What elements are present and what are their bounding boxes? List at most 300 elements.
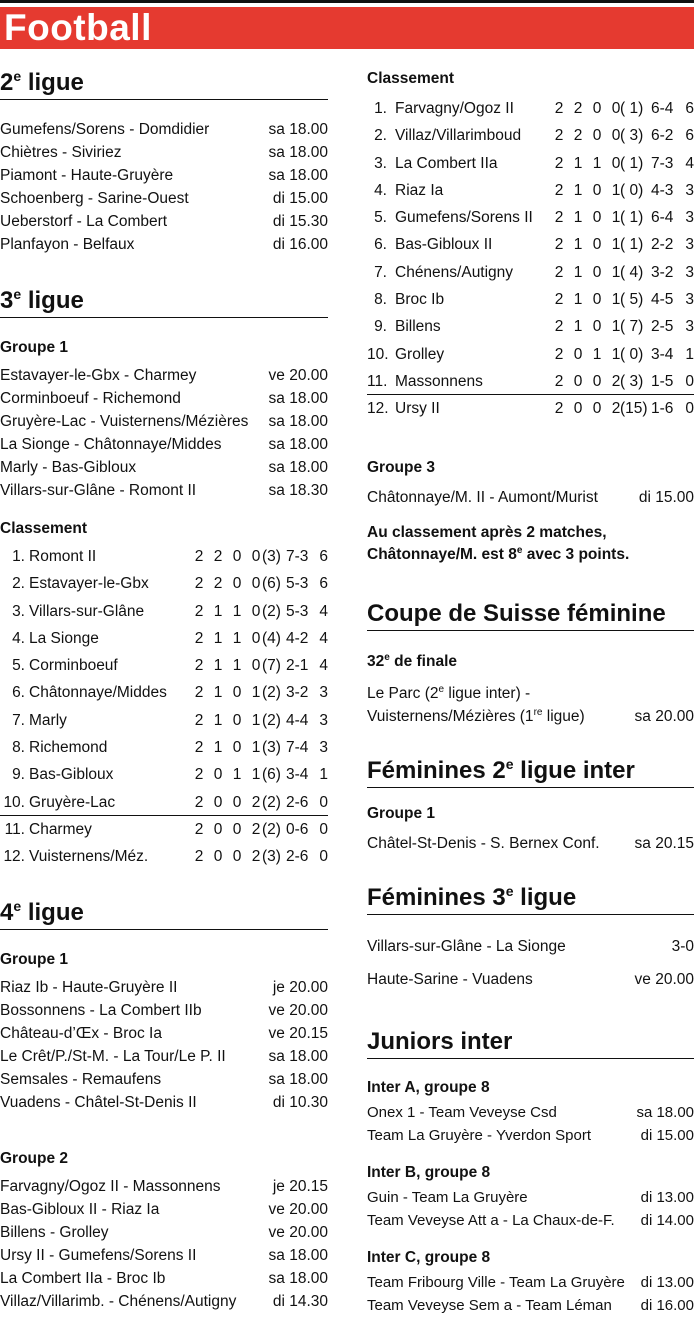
wins: 1 xyxy=(213,711,223,729)
standings-row xyxy=(0,679,328,706)
penalty-points: ( 3) xyxy=(620,372,644,390)
game-row xyxy=(0,210,328,233)
played: 2 xyxy=(194,711,204,729)
played: 2 xyxy=(554,236,564,254)
draws: 1 xyxy=(592,154,602,172)
game-time: di 14.30 xyxy=(272,1293,328,1310)
game-row xyxy=(367,1124,694,1147)
points: 4 xyxy=(319,657,328,675)
penalty-points: (2) xyxy=(262,820,281,838)
points: 4 xyxy=(319,602,328,620)
penalty-points: ( 4) xyxy=(620,263,644,281)
goals: 7-3 xyxy=(651,154,674,172)
game-time: sa 18.00 xyxy=(268,436,328,453)
game-time: sa 18.00 xyxy=(268,1071,328,1088)
game-time: di 10.30 xyxy=(272,1094,328,1111)
wins: 0 xyxy=(213,848,223,866)
played: 2 xyxy=(194,848,204,866)
draws: 0 xyxy=(232,848,242,866)
game-time: sa 18.00 xyxy=(268,1048,328,1065)
game-row xyxy=(367,963,694,996)
standings-row xyxy=(367,368,694,395)
group-label: Groupe 2 xyxy=(0,1150,69,1167)
games-list-juniors xyxy=(367,1186,694,1232)
points: 0 xyxy=(685,400,694,418)
games-list-feminines-3e xyxy=(367,930,694,996)
played: 2 xyxy=(554,400,564,418)
game-time: 3-0 xyxy=(671,938,694,955)
section-title: Coupe de Suisse féminine xyxy=(367,600,666,627)
game-teams: Le Crêt/P./St-M. - La Tour/Le P. II xyxy=(0,1048,226,1065)
group-label: Inter C, groupe 8 xyxy=(367,1249,491,1266)
goals: 4-4 xyxy=(286,711,309,729)
played: 2 xyxy=(554,154,564,172)
rank: 4. xyxy=(12,629,25,647)
standings-row xyxy=(0,761,328,788)
penalty-points: ( 0) xyxy=(620,345,644,363)
team-name: Bas-Gibloux II xyxy=(395,236,493,254)
team-name: La Sionge xyxy=(29,629,99,647)
game-row xyxy=(0,999,328,1022)
rank: 7. xyxy=(12,711,25,729)
section-header-3e-ligue xyxy=(0,286,328,318)
team-name: Corminboeuf xyxy=(29,657,118,675)
losses: 2 xyxy=(251,820,261,838)
goals: 2-5 xyxy=(651,318,674,336)
game-time: ve 20.00 xyxy=(268,1201,328,1218)
wins: 1 xyxy=(573,263,583,281)
draws: 0 xyxy=(592,100,602,117)
goals: 2-2 xyxy=(651,236,674,254)
penalty-points: (4) xyxy=(262,629,281,647)
played: 2 xyxy=(554,181,564,199)
team-name: Farvagny/Ogoz II xyxy=(395,100,514,117)
game-row xyxy=(0,1198,328,1221)
losses: 0 xyxy=(251,548,261,565)
games-list-4e-ligue-g3 xyxy=(367,486,694,509)
points: 3 xyxy=(319,711,328,729)
game-time: di 14.00 xyxy=(640,1212,694,1229)
standings-note: Au classement après 2 matches, Châtonnaye/M. est 8e avec 3 points. xyxy=(367,524,630,563)
game-teams: Ursy II - Gumefens/Sorens II xyxy=(0,1247,197,1264)
game-time: sa 18.00 xyxy=(268,167,328,184)
game-time: di 16.00 xyxy=(272,236,328,253)
penalty-points: ( 5) xyxy=(620,291,644,309)
played: 2 xyxy=(194,602,204,620)
game-teams: Chiètres - Siviriez xyxy=(0,144,122,161)
goals: 3-4 xyxy=(286,766,309,784)
game-teams: Château-d’Œx - Broc Ia xyxy=(0,1025,162,1042)
group-label: Groupe 1 xyxy=(0,951,69,968)
points: 3 xyxy=(685,236,694,254)
game-time: sa 18.00 xyxy=(268,413,328,430)
section-header-2e-ligue xyxy=(0,68,328,100)
wins: 1 xyxy=(213,657,223,675)
section-banner xyxy=(0,7,694,49)
wins: 1 xyxy=(573,291,583,309)
draws: 0 xyxy=(592,127,602,145)
team-name: Romont II xyxy=(29,548,97,565)
rank: 9. xyxy=(12,766,25,784)
losses: 2 xyxy=(611,372,621,390)
rank: 11. xyxy=(367,372,388,390)
standings-row xyxy=(367,313,694,340)
rank: 8. xyxy=(12,739,25,757)
rank: 5. xyxy=(374,209,387,227)
played: 2 xyxy=(194,820,204,838)
team-name: La Combert IIa xyxy=(395,154,498,172)
losses: 1 xyxy=(251,684,261,702)
game-row xyxy=(0,164,328,187)
section-header-feminines-2e-ligue-inter xyxy=(367,756,694,788)
game-time: sa 18.00 xyxy=(268,144,328,161)
wins: 1 xyxy=(573,154,583,172)
goals: 7-4 xyxy=(286,739,309,757)
wins: 0 xyxy=(573,372,583,390)
points: 3 xyxy=(319,739,328,757)
game-time: je 20.00 xyxy=(272,979,328,996)
team-name: Villars-sur-Glâne xyxy=(29,602,145,620)
team-name: Châtonnaye/Middes xyxy=(29,684,167,702)
standings-row xyxy=(0,843,328,870)
goals: 7-3 xyxy=(286,548,309,565)
team-name: Estavayer-le-Gbx xyxy=(29,575,149,593)
played: 2 xyxy=(554,291,564,309)
section-title: Féminines 3e ligue xyxy=(367,883,577,911)
team-name: Chénens/Autigny xyxy=(395,263,514,281)
game-time: di 13.00 xyxy=(640,1274,694,1291)
standings-row xyxy=(367,177,694,204)
draws: 0 xyxy=(232,575,242,593)
draws: 0 xyxy=(232,739,242,757)
played: 2 xyxy=(554,100,564,117)
penalty-points: (2) xyxy=(262,602,281,620)
standings-row xyxy=(367,150,694,177)
standings-row xyxy=(0,570,328,597)
goals: 5-3 xyxy=(286,602,309,620)
penalty-points: (3) xyxy=(262,548,281,565)
wins: 1 xyxy=(213,629,223,647)
losses: 0 xyxy=(611,100,621,117)
game-time: di 15.00 xyxy=(272,190,328,207)
game-teams: Villaz/Villarimb. - Chénens/Autigny xyxy=(0,1293,237,1310)
wins: 0 xyxy=(213,820,223,838)
draws: 0 xyxy=(592,236,602,254)
penalty-points: (15) xyxy=(620,400,648,418)
losses: 1 xyxy=(611,318,621,336)
game-row xyxy=(0,410,328,433)
game-time: di 15.30 xyxy=(272,213,328,230)
penalty-points: (6) xyxy=(262,575,281,593)
penalty-points: ( 7) xyxy=(620,318,644,336)
wins: 1 xyxy=(213,602,223,620)
game-teams: Billens - Grolley xyxy=(0,1224,109,1241)
games-list-4e-ligue-g2 xyxy=(0,1175,328,1313)
team-name: Charmey xyxy=(29,820,92,838)
game-row xyxy=(0,1244,328,1267)
standings-row xyxy=(0,707,328,734)
played: 2 xyxy=(554,318,564,336)
played: 2 xyxy=(194,684,204,702)
points: 3 xyxy=(685,291,694,309)
wins: 2 xyxy=(573,100,583,117)
standings-row xyxy=(367,286,694,313)
standings-row xyxy=(367,259,694,286)
game-teams: Team Fribourg Ville - Team La Gruyère xyxy=(367,1274,625,1291)
game-teams: Riaz Ib - Haute-Gruyère II xyxy=(0,979,178,996)
team-name: Ursy II xyxy=(395,400,440,418)
team-name: Marly xyxy=(29,711,67,729)
draws: 1 xyxy=(232,766,242,784)
points: 4 xyxy=(685,154,694,172)
penalty-points: ( 1) xyxy=(620,100,644,117)
rank: 2. xyxy=(12,575,25,593)
game-teams: Semsales - Remaufens xyxy=(0,1071,162,1088)
points: 3 xyxy=(685,209,694,227)
game-row xyxy=(0,456,328,479)
standings-row xyxy=(367,341,694,368)
standings-row xyxy=(367,231,694,258)
game-row xyxy=(367,486,694,509)
group-label: Inter B, groupe 8 xyxy=(367,1164,491,1181)
goals: 2-1 xyxy=(286,657,309,675)
game-time: sa 18.00 xyxy=(268,121,328,138)
losses: 1 xyxy=(611,236,621,254)
top-rule xyxy=(0,0,694,3)
rank: 10. xyxy=(367,345,389,363)
game-time: ve 20.00 xyxy=(268,367,328,384)
draws: 0 xyxy=(232,548,242,565)
losses: 2 xyxy=(251,848,261,866)
team-name: Bas-Gibloux xyxy=(29,766,114,784)
game-time: di 16.00 xyxy=(640,1297,694,1314)
game-teams: Bas-Gibloux II - Riaz Ia xyxy=(0,1201,160,1218)
played: 2 xyxy=(554,127,564,145)
game-teams: Estavayer-le-Gbx - Charmey xyxy=(0,367,197,384)
draws: 1 xyxy=(592,345,602,363)
team-name: Riaz Ia xyxy=(395,181,444,199)
penalty-points: ( 0) xyxy=(620,181,644,199)
draws: 0 xyxy=(592,291,602,309)
played: 2 xyxy=(194,739,204,757)
played: 2 xyxy=(194,657,204,675)
points: 1 xyxy=(319,766,328,784)
points: 6 xyxy=(685,127,694,145)
standings-row xyxy=(367,204,694,231)
team-name: Broc Ib xyxy=(395,291,445,309)
games-list-juniors xyxy=(367,1271,694,1317)
standings-label: Classement xyxy=(367,70,455,87)
rank: 4. xyxy=(374,181,387,199)
goals: 0-6 xyxy=(286,820,309,838)
points: 0 xyxy=(685,372,694,390)
rank: 11. xyxy=(4,820,25,838)
team-name: Villaz/Villarimboud xyxy=(395,127,522,145)
cup-match: Le Parc (2e ligue inter) - Vuisternens/Mézières (1re ligue) sa 20.00 xyxy=(367,682,694,728)
banner-title: Football xyxy=(4,7,152,48)
losses: 1 xyxy=(251,739,261,757)
points: 6 xyxy=(685,100,694,117)
game-row xyxy=(0,1267,328,1290)
game-row xyxy=(0,364,328,387)
team-name: Richemond xyxy=(29,739,108,757)
losses: 0 xyxy=(251,602,261,620)
game-row xyxy=(0,1290,328,1313)
team-name: Gruyère-Lac xyxy=(29,793,116,811)
game-teams: Gumefens/Sorens - Domdidier xyxy=(0,121,210,138)
goals: 1-6 xyxy=(651,400,674,418)
wins: 0 xyxy=(213,793,223,811)
losses: 1 xyxy=(611,263,621,281)
losses: 2 xyxy=(251,793,261,811)
group-label: Groupe 3 xyxy=(367,459,436,476)
game-row xyxy=(0,1022,328,1045)
standings-row xyxy=(367,95,694,122)
game-teams: Team Veveyse Att a - La Chaux-de-F. xyxy=(367,1212,615,1229)
draws: 1 xyxy=(232,657,242,675)
rank: 1. xyxy=(374,100,387,117)
game-time: sa 20.00 xyxy=(634,708,694,725)
game-teams: Villars-sur-Glâne - La Sionge xyxy=(367,938,566,955)
team-name: Billens xyxy=(395,318,441,336)
points: 3 xyxy=(685,181,694,199)
draws: 1 xyxy=(232,602,242,620)
game-row xyxy=(367,832,694,855)
wins: 1 xyxy=(213,684,223,702)
penalty-points: ( 1) xyxy=(620,236,644,254)
goals: 4-2 xyxy=(286,629,309,647)
game-row xyxy=(0,187,328,210)
points: 0 xyxy=(319,848,328,866)
game-row xyxy=(0,387,328,410)
game-time: di 13.00 xyxy=(640,1189,694,1206)
games-list-3e-ligue xyxy=(0,364,328,502)
game-teams: Corminboeuf - Richemond xyxy=(0,390,181,407)
wins: 2 xyxy=(213,575,223,593)
game-teams: Team La Gruyère - Yverdon Sport xyxy=(367,1127,592,1144)
section-title: Féminines 2e ligue inter xyxy=(367,756,635,784)
penalty-points: ( 1) xyxy=(620,209,644,227)
rank: 3. xyxy=(12,602,25,620)
wins: 1 xyxy=(213,739,223,757)
rank: 3. xyxy=(374,154,387,172)
losses: 1 xyxy=(611,291,621,309)
losses: 1 xyxy=(611,345,621,363)
played: 2 xyxy=(194,548,204,565)
wins: 0 xyxy=(573,400,583,418)
points: 3 xyxy=(685,318,694,336)
game-row xyxy=(0,1221,328,1244)
draws: 0 xyxy=(592,318,602,336)
penalty-points: (2) xyxy=(262,793,281,811)
team-name: Gumefens/Sorens II xyxy=(395,209,533,227)
penalty-points: (6) xyxy=(262,766,281,784)
rank: 5. xyxy=(12,657,25,675)
rank: 10. xyxy=(3,793,25,811)
team-name: Massonnens xyxy=(395,372,483,390)
game-teams: Ueberstorf - La Combert xyxy=(0,213,168,230)
losses: 1 xyxy=(251,766,261,784)
section-header-4e-ligue xyxy=(0,898,328,930)
played: 2 xyxy=(554,209,564,227)
game-time: sa 18.00 xyxy=(268,459,328,476)
game-teams: Châtel-St-Denis - S. Bernex Conf. xyxy=(367,835,600,852)
points: 6 xyxy=(319,575,328,593)
losses: 0 xyxy=(251,575,261,593)
section-title: 3e ligue xyxy=(0,286,84,314)
game-teams: Team Veveyse Sem a - Team Léman xyxy=(367,1297,612,1314)
goals: 6-4 xyxy=(651,209,674,227)
standings-row xyxy=(367,395,694,422)
points: 4 xyxy=(319,629,328,647)
standings-table-4e-ligue-g2 xyxy=(367,95,694,423)
standings-row xyxy=(367,122,694,149)
round-label: 32e de finale xyxy=(367,652,457,670)
game-time: ve 20.15 xyxy=(268,1025,328,1042)
game-teams: Bossonnens - La Combert IIb xyxy=(0,1002,202,1019)
draws: 0 xyxy=(232,684,242,702)
game-time: sa 18.00 xyxy=(268,390,328,407)
draws: 0 xyxy=(592,181,602,199)
game-time: ve 20.00 xyxy=(268,1224,328,1241)
game-time: di 15.00 xyxy=(638,489,694,506)
losses: 0 xyxy=(611,127,621,145)
game-row xyxy=(0,118,328,141)
game-time: sa 18.00 xyxy=(636,1104,694,1121)
rank: 12. xyxy=(3,848,25,866)
wins: 2 xyxy=(213,548,223,565)
section-header-juniors-inter xyxy=(367,1027,694,1059)
wins: 1 xyxy=(573,209,583,227)
game-teams: Schoenberg - Sarine-Ouest xyxy=(0,190,189,207)
game-row xyxy=(0,233,328,256)
draws: 0 xyxy=(592,209,602,227)
standings-table-3e-ligue xyxy=(0,543,328,871)
game-row xyxy=(367,1101,694,1124)
points: 0 xyxy=(319,793,328,811)
rank: 7. xyxy=(374,263,387,281)
games-list-2e-ligue xyxy=(0,118,328,256)
game-teams: Vuadens - Châtel-St-Denis II xyxy=(0,1094,197,1111)
penalty-points: (3) xyxy=(262,739,281,757)
losses: 1 xyxy=(611,209,621,227)
game-row xyxy=(0,1175,328,1198)
game-teams: Planfayon - Belfaux xyxy=(0,236,135,253)
points: 1 xyxy=(685,345,694,363)
game-time: sa 20.15 xyxy=(634,835,694,852)
rank: 6. xyxy=(374,236,387,254)
games-list-juniors xyxy=(367,1101,694,1147)
rank: 8. xyxy=(374,291,387,309)
goals: 3-2 xyxy=(286,684,309,702)
standings-label: Classement xyxy=(0,520,88,537)
section-title: 2e ligue xyxy=(0,68,84,96)
game-teams: Châtonnaye/M. II - Aumont/Murist xyxy=(367,489,598,506)
penalty-points: (2) xyxy=(262,684,281,702)
points: 3 xyxy=(685,263,694,281)
points: 0 xyxy=(319,820,328,838)
game-row xyxy=(0,1091,328,1114)
section-title: 4e ligue xyxy=(0,898,84,926)
goals: 4-3 xyxy=(651,181,674,199)
standings-row xyxy=(0,789,328,816)
points: 3 xyxy=(319,684,328,702)
game-time: di 15.00 xyxy=(640,1127,694,1144)
wins: 1 xyxy=(573,318,583,336)
game-time: ve 20.00 xyxy=(634,971,694,988)
penalty-points: ( 1) xyxy=(620,154,644,172)
game-teams: Piamont - Haute-Gruyère xyxy=(0,167,174,184)
